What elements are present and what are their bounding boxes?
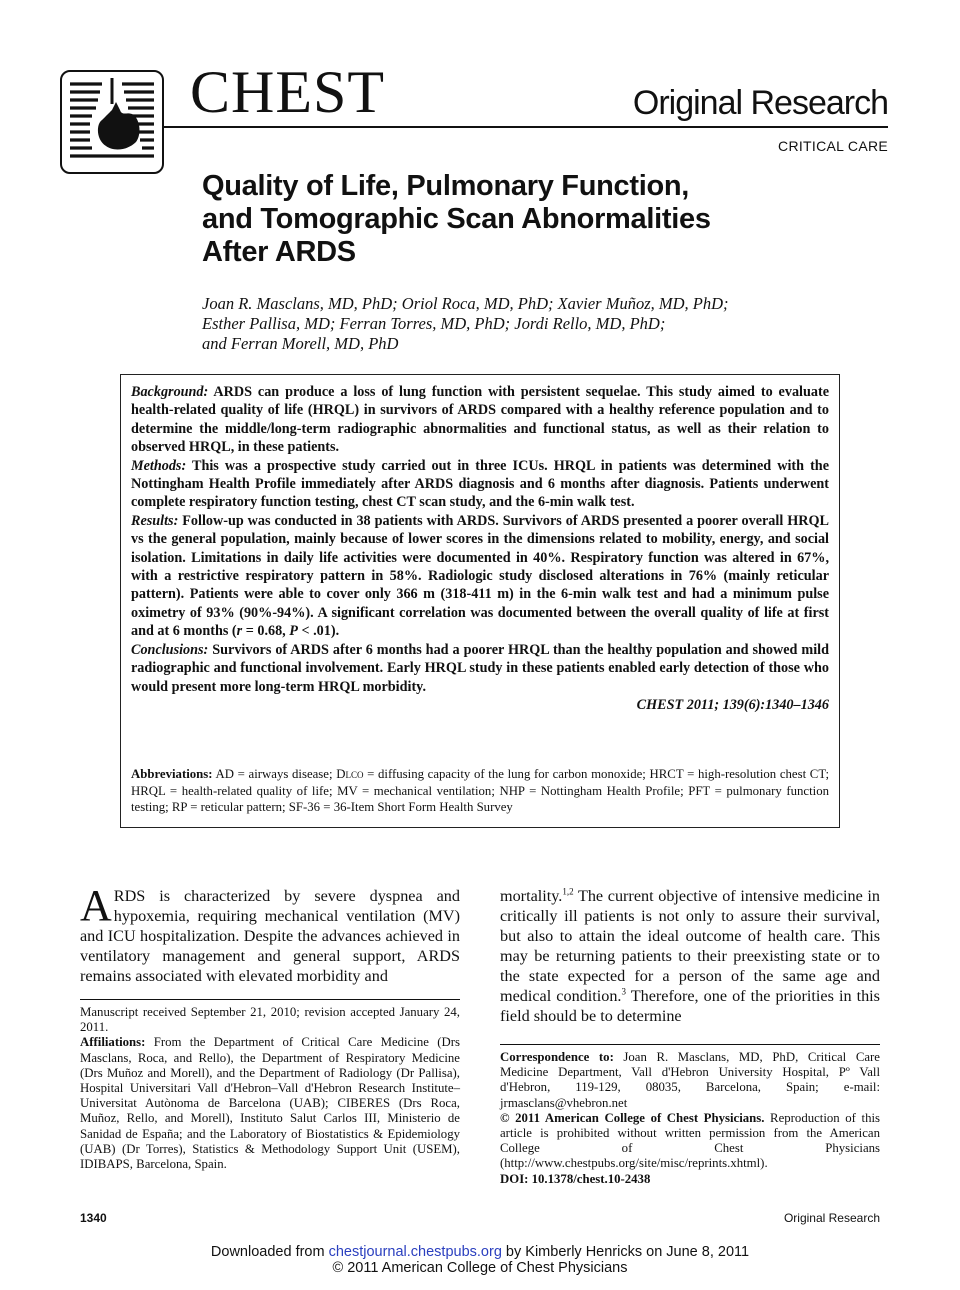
copyright-notice <box>500 1111 880 1172</box>
journal-logo <box>60 70 164 174</box>
abbreviations-label: Abbreviations: <box>131 767 213 781</box>
affiliations-label: Affiliations: <box>80 1035 146 1050</box>
article-title <box>202 170 822 269</box>
author-line: Joan R. Masclans, MD, PhD; Oriol Roca, MD, PhD; Xavier Muñoz, MD, PhD; <box>202 294 729 313</box>
download-suffix: by Kimberly Henricks on June 8, 2011 <box>501 1244 750 1260</box>
abstract-label: Methods: <box>131 457 187 474</box>
affiliations <box>80 1035 460 1172</box>
affiliations-text: From the Department of Critical Care Medicine (Drs Masclans, Roca, and Rello), the Department of Respiratory Medicine (Drs Muñoz and Morell), and the Department of Radiology (Dr Pallisa), Hospital Universitari Vall d'Hebron–Vall d'Hebron Research Institute–Universitat Autònoma de Barcelona (UAB); CIBERES (Drs Roca, Muñoz, Rello, and Morell), Instituto Salut Carlos III, Ministerio de Sanidad de España; and the Laboratory of Biostatistics & Epidemiology (UAB) (Dr Torres), Statistics & Methodology Support Unit (USEM), IDIBAPS, Barcelona, Spain. <box>80 1035 460 1172</box>
page-number: 1340 <box>80 1211 107 1225</box>
section-label: CRITICAL CARE <box>778 138 888 154</box>
footer-section-label: Original Research <box>783 1211 880 1225</box>
abstract-conclusions <box>131 641 829 696</box>
body-text: RDS is characterized by severe dyspnea and hypoxemia, requiring mechanical ventilation (MV) and ICU hospitalization. Despite the advances achieved in ventilatory management and general support, ARDS remains associated with elevated morbidity and <box>80 887 460 985</box>
reference-superscript: 1,2 <box>562 886 574 897</box>
body-text: mortality. <box>500 887 563 905</box>
correspondence-text: Joan R. Masclans, MD, PhD, Critical Care Medicine Department, Vall d'Hebron University Hospital, Pº Vall d'Hebron, 119-129, 08035, Barcelona, Spain; e-mail: jrmasclans@vhebron.net <box>500 1050 880 1110</box>
manuscript-dates: Manuscript received September 21, 2010; revision accepted January 24, 2011. <box>80 1005 460 1035</box>
abstract-methods <box>131 457 829 512</box>
chest-lungs-logo-icon <box>62 72 162 172</box>
correspondence <box>500 1050 880 1111</box>
body-text: The current objective of intensive medicine in critically ill patients is not only to assure their survival, but also to attain the ideal outcome of health care. This may be returning patients to their preexisting state or to the state expected for a person of the same age and medical condition. <box>500 887 880 1005</box>
correspondence-label: Correspondence to: <box>500 1050 614 1064</box>
abbreviations <box>131 766 829 816</box>
abstract-background <box>131 383 829 457</box>
author-line: and Ferran Morell, MD, PhD <box>202 334 399 353</box>
title-line: Quality of Life, Pulmonary Function, <box>202 170 690 202</box>
copyright-label: © 2011 American College of Chest Physicians. <box>500 1110 765 1125</box>
abstract-label: Background: <box>131 384 209 400</box>
body-column-right <box>500 886 880 1026</box>
abstract-text: ARDS can produce a loss of lung function with persistent sequelae. This study aimed to evaluate health-related quality of life (HRQL) in survivors of ARDS compared with a healthy reference population and to determine the middle/long-term radiographic abnormalities and functional status, as well as their relation to observed HRQL, in these patients. <box>131 384 829 456</box>
journal-site-link[interactable]: chestjournal.chestpubs.org <box>328 1244 502 1260</box>
abstract-text: Follow-up was conducted in 38 patients with ARDS. Survivors of ARDS presented a poorer overall HRQL vs the general population, mainly because of lower scores in the dimensions related to mobility, energy, and social isolation. Limitations in daily life activities were documented in 40%. Respiratory function was altered in 67%, with a restrictive respiratory pattern in 58%. Radiologic study disclosed alterations in 76% (mainly reticular pattern). Patients were able to cover only 366 m (318-411 m) in the 6-min walk test and had a minimum pulse oximetry of 93% (90%-94%). A significant correlation was documented between the overall quality of life at first and at 6 months ( <box>131 512 829 640</box>
download-copyright: © 2011 American College of Chest Physicians <box>332 1260 628 1276</box>
abstract-text: This was a prospective study carried out in three ICUs. HRQL in patients was determined with the Nottingham Health Profile immediately after ARDS diagnosis and 6 months after diagnosis. Patients underwent complete respiratory function testing, chest CT scan study, and the 6-min walk test. <box>131 457 829 511</box>
stat-symbol: P <box>289 623 298 640</box>
download-notice <box>0 1244 960 1276</box>
footnotes-right <box>500 1050 880 1187</box>
title-line: and Tomographic Scan Abnormalities <box>202 203 711 235</box>
header-rule <box>164 126 888 128</box>
abstract-text: < .01). <box>297 623 340 640</box>
abstract <box>131 383 829 714</box>
stat-symbol: r <box>236 623 243 640</box>
doi: DOI: 10.1378/chest.10-2438 <box>500 1171 651 1186</box>
download-line <box>0 1244 960 1260</box>
reference-superscript: 3 <box>621 986 626 997</box>
author-list <box>202 294 822 354</box>
title-line: After ARDS <box>202 236 356 268</box>
abstract-text: = 0.68, <box>242 623 290 640</box>
body-text: Therefore, one of the priorities in this field should be to determine <box>500 987 880 1025</box>
abstract-label: Results: <box>131 512 179 529</box>
body-column-left <box>80 881 460 986</box>
footnote-rule <box>500 1044 880 1045</box>
journal-citation: CHEST 2011; 139(6):1340–1346 <box>636 696 829 713</box>
journal-name: CHEST <box>190 59 386 125</box>
abstract-results <box>131 512 829 641</box>
abbreviations-text: = diffusing capacity of the lung for carbon monoxide; HRCT = high-resolution chest CT; HRQL = health-related quality of life; MV = mechanical ventilation; NHP = Nottingham Health Profile; PFT = pulmonary function testing; RP = reticular pattern; SF-36 = 36-Item Short Form Health Survey <box>131 767 830 814</box>
drop-cap: A <box>80 881 112 930</box>
abbreviations-text: AD = airways disease; <box>212 767 337 781</box>
article-type: Original Research <box>632 84 888 122</box>
footnotes-left <box>80 1005 460 1172</box>
abstract-text: Survivors of ARDS after 6 months had a poorer HRQL than the healthy population and showed mild radiographic and functional involvement. Early HRQL study in these patients enabled early detection of those who would present more long-term HRQL morbidity. <box>131 641 829 695</box>
download-prefix: Downloaded from <box>210 1244 329 1260</box>
author-line: Esther Pallisa, MD; Ferran Torres, MD, PhD; Jordi Rello, MD, PhD; <box>202 314 666 333</box>
abstract-label: Conclusions: <box>131 641 209 658</box>
abbreviation-dlco: Dlco <box>336 767 364 781</box>
footnote-rule <box>80 999 460 1000</box>
copyright-text: Reproduction of this article is prohibited without written permission from the American College of Chest Physicians (http://www.chestpubs.org/site/misc/reprints.xhtml). <box>500 1110 881 1171</box>
